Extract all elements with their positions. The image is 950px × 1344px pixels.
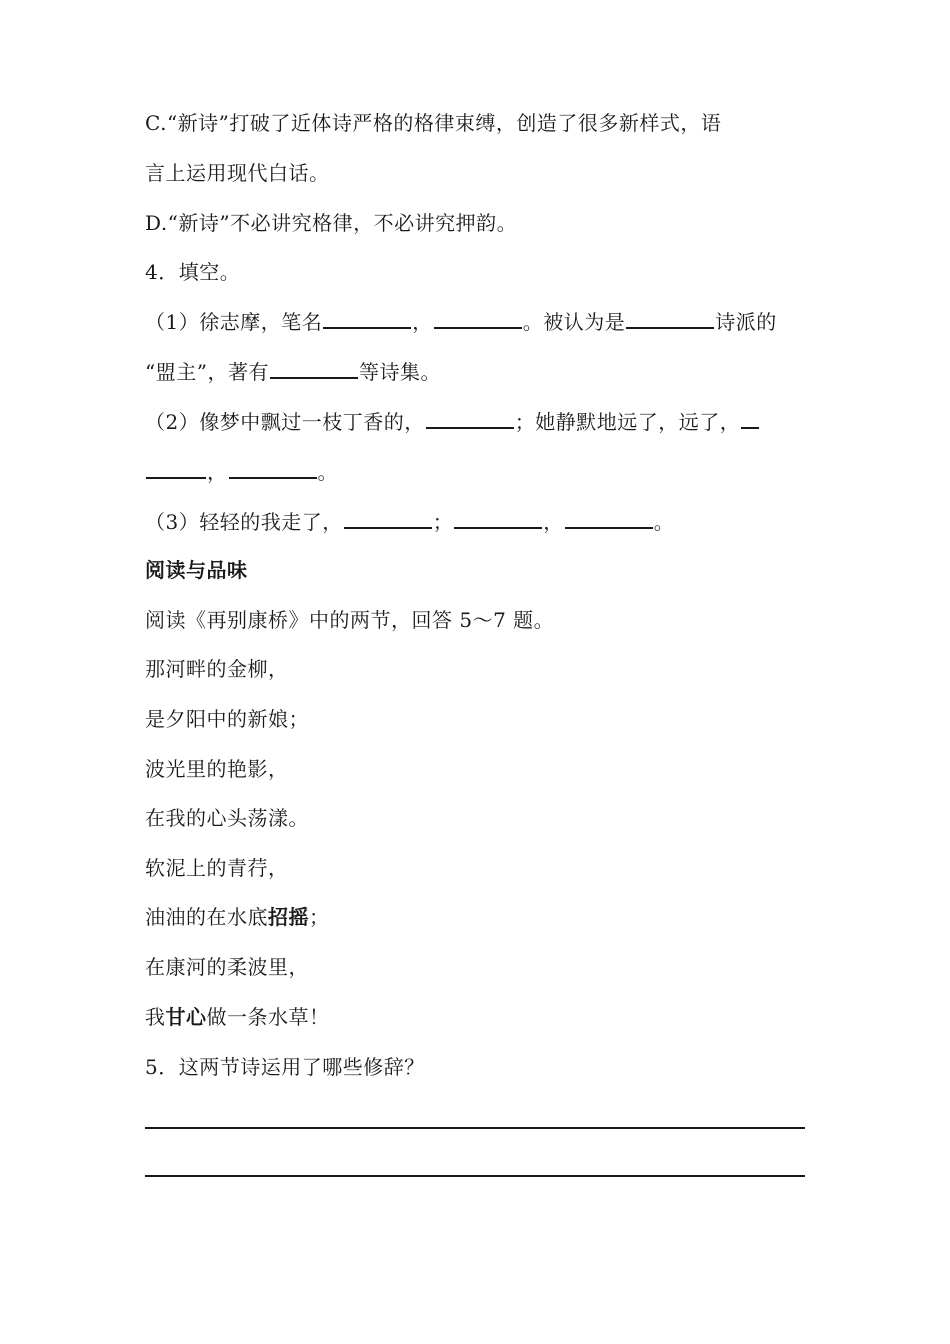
fill-blank-pen-name-1[interactable] bbox=[323, 307, 411, 329]
poem-bold-word-ganxin: 甘心 bbox=[165, 1005, 207, 1029]
poem-bold-word-zhaoyao: 招摇 bbox=[268, 905, 309, 929]
fill-blank-4-3-3[interactable] bbox=[565, 507, 653, 529]
fill-blank-4-2-3[interactable] bbox=[229, 457, 317, 479]
q4-2-text-c: ， bbox=[207, 460, 228, 484]
q4-3-text-b: ； bbox=[432, 510, 454, 534]
poem-line-1: 那河畔的金柳， bbox=[145, 657, 289, 681]
fill-blank-poetry-collection[interactable] bbox=[270, 357, 358, 379]
question-4-title: 4．填空。 bbox=[145, 260, 241, 284]
q4-1-text-b: ， bbox=[412, 310, 433, 334]
q4-3-text-d: 。 bbox=[653, 510, 675, 534]
fill-blank-4-2-2-start[interactable] bbox=[741, 407, 759, 429]
question-4-2-line2 bbox=[145, 457, 807, 487]
q4-1-text-e: “盟主”，著有 bbox=[145, 360, 269, 384]
fill-blank-pen-name-2[interactable] bbox=[434, 307, 522, 329]
question-5: 5．这两节诗运用了哪些修辞？ bbox=[145, 1055, 425, 1079]
question-4-1-line1 bbox=[145, 307, 807, 337]
reading-intro: 阅读《再别康桥》中的两节，回答 5～7 题。 bbox=[145, 608, 555, 632]
answer-line-1[interactable] bbox=[145, 1127, 805, 1129]
option-c-line1: C.“新诗”打破了近体诗严格的格律束缚，创造了很多新样式，语 bbox=[145, 111, 722, 135]
q4-3-text-c: ， bbox=[543, 510, 564, 534]
q4-1-text-a: （1）徐志摩，笔名 bbox=[145, 310, 323, 334]
poem-line-6 bbox=[145, 902, 807, 932]
fill-blank-4-3-2[interactable] bbox=[454, 507, 542, 529]
q4-1-text-d: 诗派的 bbox=[715, 310, 777, 334]
q4-3-text-a: （3）轻轻的我走了， bbox=[145, 510, 343, 534]
poem-line-8-c: 做一条水草！ bbox=[206, 1005, 330, 1029]
poem-line-2: 是夕阳中的新娘； bbox=[145, 707, 309, 731]
section-heading: 阅读与品味 bbox=[145, 558, 248, 582]
poem-line-7: 在康河的柔波里， bbox=[145, 955, 309, 979]
poem-line-5: 软泥上的青荇， bbox=[145, 856, 289, 880]
q4-2-text-d: 。 bbox=[317, 460, 338, 484]
fill-blank-poetry-school[interactable] bbox=[626, 307, 714, 329]
option-c-line2: 言上运用现代白话。 bbox=[145, 161, 330, 185]
q4-1-text-f: 等诗集。 bbox=[358, 360, 441, 384]
poem-line-3: 波光里的艳影， bbox=[145, 757, 289, 781]
question-4-2-line1 bbox=[145, 407, 807, 437]
poem-line-8-a: 我 bbox=[145, 1005, 166, 1029]
fill-blank-4-2-1[interactable] bbox=[426, 407, 514, 429]
fill-blank-4-3-1[interactable] bbox=[344, 507, 432, 529]
poem-line-6-c: ； bbox=[309, 905, 330, 929]
fill-blank-4-2-2-end[interactable] bbox=[146, 457, 206, 479]
answer-line-2[interactable] bbox=[145, 1175, 805, 1177]
poem-line-4: 在我的心头荡漾。 bbox=[145, 806, 309, 830]
poem-line-6-a: 油油的在水底 bbox=[145, 905, 268, 929]
question-4-3 bbox=[145, 507, 807, 537]
q4-2-text-a: （2）像梦中飘过一枝丁香的， bbox=[145, 410, 425, 434]
question-4-1-line2 bbox=[145, 357, 807, 387]
poem-line-8 bbox=[145, 1002, 807, 1032]
q4-1-text-c: 。被认为是 bbox=[522, 310, 626, 334]
option-d: D.“新诗”不必讲究格律，不必讲究押韵。 bbox=[145, 211, 518, 235]
q4-2-text-b: ；她静默地远了，远了， bbox=[514, 410, 741, 434]
